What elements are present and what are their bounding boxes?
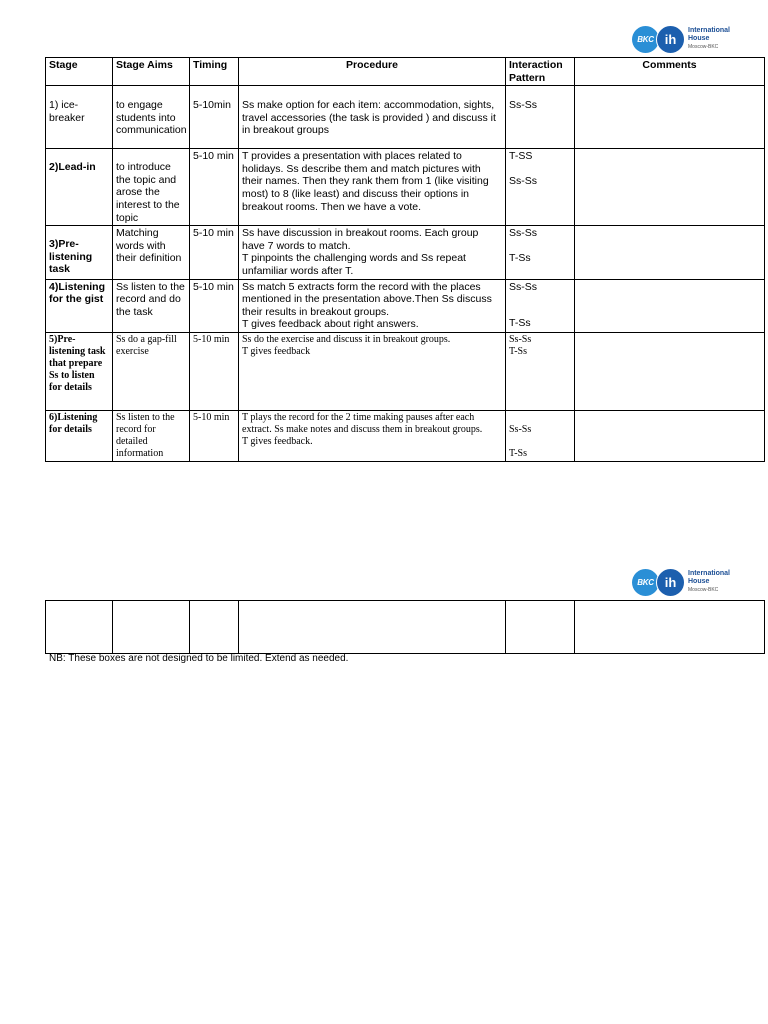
procedure-cell: Ss match 5 extracts form the record with the places mentioned in the presentation above.Then Ss discuss their results in breakout groups. T gives feedback about right answers. — [239, 279, 506, 332]
comments-cell — [575, 332, 765, 410]
table-header-row — [46, 58, 765, 86]
interaction-pattern-1: Ss-Ss — [509, 99, 538, 112]
empty-cell — [46, 601, 113, 654]
aims-cell: Matching words with their definition — [113, 226, 190, 279]
interaction-pattern-2: T-Ss — [509, 447, 527, 459]
ih-logo-circle: ih — [656, 568, 685, 597]
comments-cell — [575, 279, 765, 332]
logo-line-2: House — [688, 35, 710, 42]
procedure-cell: T plays the record for the 2 time making pauses after each extract. Ss make notes and discuss them in breakout groups. T gives feedback. — [239, 410, 506, 461]
comments-cell — [575, 149, 765, 226]
logo-line-1: International — [688, 27, 731, 34]
timing-cell: 5-10 min — [190, 332, 239, 410]
interaction-pattern-2: T-Ss — [509, 317, 531, 330]
empty-table-row — [46, 601, 765, 654]
procedure-cell: Ss do the exercise and discuss it in breakout groups. T gives feedback — [239, 332, 506, 410]
procedure-cell: Ss have discussion in breakout rooms. Each group have 7 words to match. T pinpoints the challenging words and Ss repeat unfamiliar words after T. — [239, 226, 506, 279]
interaction-cell — [506, 279, 575, 332]
logo-text — [688, 27, 730, 51]
timing-cell: 5-10 min — [190, 226, 239, 279]
header-interaction-pattern: Interaction Pattern — [506, 58, 575, 86]
logo-line-3: Moscow-BKC — [688, 587, 719, 593]
timing-cell: 5-10min — [190, 86, 239, 149]
empty-cell — [113, 601, 190, 654]
interaction-cell — [506, 86, 575, 149]
aims-cell: Ss do a gap-fill exercise — [113, 332, 190, 410]
international-house-logo — [632, 23, 732, 55]
stage-cell: 5)Pre-listening task that prepare Ss to listen for details — [46, 332, 113, 410]
empty-cell — [506, 601, 575, 654]
international-house-logo-2 — [632, 566, 732, 598]
logo-text — [688, 570, 730, 594]
aims-cell: to engage students into communication — [113, 86, 190, 149]
interaction-pattern-2: T-Ss — [509, 345, 527, 357]
note-text: NB: These boxes are not designed to be limited. Extend as needed. — [49, 653, 349, 664]
interaction-cell — [506, 332, 575, 410]
timing-cell: 5-10 min — [190, 279, 239, 332]
interaction-pattern-1: Ss-Ss — [509, 227, 538, 240]
aims-cell: to introduce the topic and arose the interest to the topic — [113, 149, 190, 226]
lesson-plan-table — [45, 57, 765, 462]
bkc-logo-circle: BKC — [632, 26, 659, 53]
timing-cell: 5-10 min — [190, 410, 239, 461]
table-row — [46, 332, 765, 410]
header-comments: Comments — [575, 58, 765, 86]
interaction-cell — [506, 149, 575, 226]
comments-cell — [575, 410, 765, 461]
empty-cell — [239, 601, 506, 654]
comments-cell — [575, 86, 765, 149]
aims-cell: Ss listen to the record and do the task — [113, 279, 190, 332]
empty-cell — [575, 601, 765, 654]
table-row — [46, 279, 765, 332]
interaction-pattern-2: T-Ss — [509, 251, 531, 264]
procedure-cell: Ss make option for each item: accommodation, sights, travel accessories (the task is provided ) and discuss it in breakout groups — [239, 86, 506, 149]
table-row — [46, 226, 765, 279]
bkc-logo-circle: BKC — [632, 569, 659, 596]
interaction-pattern-2: Ss-Ss — [509, 174, 538, 187]
ih-logo-circle: ih — [656, 25, 685, 54]
header-stage: Stage — [46, 58, 113, 86]
aims-cell: Ss listen to the record for detailed information — [113, 410, 190, 461]
stage-cell: 6)Listening for details — [46, 410, 113, 461]
table-row — [46, 410, 765, 461]
interaction-pattern-1: Ss-Ss — [509, 423, 532, 435]
header-timing: Timing — [190, 58, 239, 86]
logo-line-3: Moscow-BKC — [688, 44, 719, 50]
table-row — [46, 86, 765, 149]
header-stage-aims: Stage Aims — [113, 58, 190, 86]
stage-cell: 3)Pre-listening task — [46, 226, 113, 279]
interaction-pattern-1: Ss-Ss — [509, 333, 532, 345]
header-procedure: Procedure — [239, 58, 506, 86]
interaction-cell — [506, 410, 575, 461]
stage-cell: 1) ice-breaker — [46, 86, 113, 149]
stage-cell: 4)Listening for the gist — [46, 279, 113, 332]
interaction-cell — [506, 226, 575, 279]
table-row — [46, 149, 765, 226]
empty-cell — [190, 601, 239, 654]
logo-line-1: International — [688, 570, 731, 577]
comments-cell — [575, 226, 765, 279]
interaction-pattern-1: T-SS — [509, 150, 533, 163]
logo-line-2: House — [688, 578, 710, 585]
interaction-pattern-1: Ss-Ss — [509, 280, 538, 293]
stage-cell: 2)Lead-in — [46, 149, 113, 226]
procedure-cell: T provides a presentation with places related to holidays. Ss describe them and match pictures with their names. Then they rank them from 1 (like visiting most) to 8 (like least) and discuss their options in breakout rooms. Then we have a vote. — [239, 149, 506, 226]
timing-cell: 5-10 min — [190, 149, 239, 226]
empty-continuation-table — [45, 600, 765, 654]
